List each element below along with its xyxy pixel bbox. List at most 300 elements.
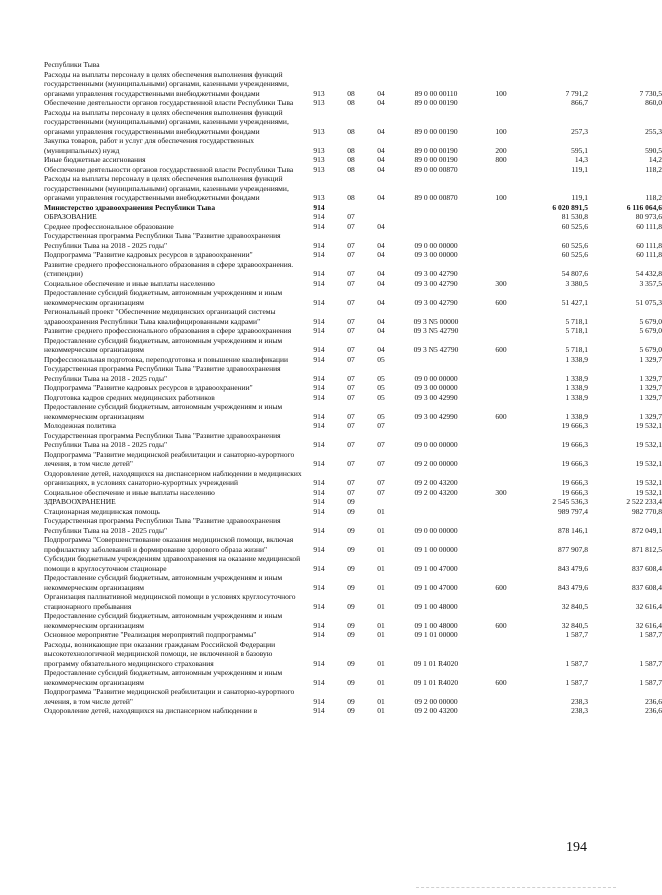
subsection-code: 04	[377, 326, 385, 335]
subsection-code: 01	[377, 506, 385, 516]
section-code: 07	[347, 316, 355, 326]
amount-year-2: 1 329,7	[639, 383, 662, 392]
amount-year-1: 1 338,9	[565, 383, 588, 392]
target-article: 09 1 00 48000	[414, 620, 458, 630]
amount-year-2: 14,2	[648, 155, 662, 164]
amount-year-2: 872 049,1	[632, 525, 662, 535]
expense-type: 600	[495, 411, 507, 421]
table-row	[44, 668, 662, 687]
table-row	[44, 506, 662, 517]
section-code: 08	[347, 145, 355, 155]
section-code: 07	[347, 478, 355, 487]
amount-year-1: 866,7	[571, 98, 588, 107]
target-article: 09 3 00 42790	[414, 297, 458, 307]
section-code: 07	[347, 269, 355, 278]
target-article: 89 0 00 00870	[414, 164, 458, 174]
amount-year-1: 595,1	[571, 145, 588, 155]
amount-year-1: 2 545 536,3	[552, 497, 588, 506]
target-article: 09 2 00 43200	[414, 478, 458, 487]
amount-year-2: 5 679,0	[639, 326, 662, 335]
section-code: 08	[347, 126, 355, 136]
row-name: Подпрограмма "Развитие медицинской реабилитации и санаторно-курортного лечения, в том числе детей"	[44, 687, 295, 706]
table-row	[44, 383, 662, 393]
ministry-code: 914	[313, 383, 325, 392]
row-name: Расходы, возникающие при оказании гражданам Российской Федерации высокотехнологичной медицинской помощи, не включенной в базовую программу обязательного медицинского страхования	[44, 639, 276, 668]
amount-year-1: 32 840,5	[561, 601, 588, 611]
row-name: Предоставление субсидий бюджетным, автономным учреждениям и иным некоммерческим организациям	[44, 573, 283, 592]
target-article: 09 0 00 00000	[414, 440, 458, 449]
row-name: Социальное обеспечение и иные выплаты населению	[44, 487, 215, 497]
row-name: Организация паллиативной медицинской помощи в условиях круглосуточного стационарного пребывания	[44, 592, 296, 611]
amount-year-2: 80 973,6	[635, 212, 662, 221]
ministry-code: 913	[313, 164, 325, 174]
ministry-code: 914	[313, 297, 325, 307]
section-code: 07	[347, 392, 355, 402]
amount-year-2: 871 812,5	[632, 544, 662, 554]
table-row	[44, 155, 662, 165]
ministry-code: 914	[313, 630, 325, 639]
amount-year-2: 590,5	[645, 145, 662, 155]
table-row	[44, 278, 662, 289]
subsection-code: 04	[377, 164, 385, 174]
amount-year-1: 1 338,9	[565, 392, 588, 402]
section-code: 09	[347, 658, 355, 668]
subsection-code: 01	[377, 544, 385, 554]
section-code: 09	[347, 563, 355, 573]
subsection-code: 04	[377, 193, 385, 202]
expense-type: 600	[495, 582, 507, 592]
table-row	[44, 164, 662, 175]
row-name: Предоставление субсидий бюджетным, автономным учреждениям и иным некоммерческим организациям	[44, 611, 283, 630]
amount-year-2: 236,6	[645, 696, 662, 706]
subsection-code: 05	[377, 411, 385, 421]
table-row	[44, 335, 662, 355]
section-code: 08	[347, 155, 355, 164]
ministry-code: 914	[313, 620, 325, 630]
amount-year-1: 81 530,8	[561, 212, 588, 221]
table-row	[44, 554, 662, 573]
subsection-code: 01	[377, 677, 385, 687]
amount-year-2: 837 608,4	[632, 582, 662, 592]
table-row	[44, 497, 662, 507]
section-code: 07	[347, 250, 355, 259]
row-name: Развитие среднего профессионального образования в сфере здравоохранения. (стипендии)	[44, 259, 294, 278]
amount-year-1: 19 666,3	[561, 440, 588, 449]
subsection-code: 04	[377, 221, 385, 231]
amount-year-2: 6 116 064,6	[626, 202, 662, 212]
amount-year-1: 60 525,6	[561, 250, 588, 259]
amount-year-2: 51 075,3	[635, 297, 662, 307]
amount-year-1: 32 840,5	[561, 620, 588, 630]
amount-year-2: 236,6	[645, 706, 662, 715]
amount-year-1: 843 479,6	[558, 563, 588, 573]
row-name: Стационарная медицинская помощь	[44, 506, 160, 516]
subsection-code: 04	[377, 278, 385, 288]
amount-year-1: 5 718,1	[565, 316, 588, 326]
ministry-code: 914	[313, 373, 325, 383]
row-name: Государственная программа Республики Тыва "Развитие здравоохранения Республики Тыва на 2018 - 2025 годы"	[44, 516, 281, 535]
amount-year-1: 60 525,6	[561, 221, 588, 231]
target-article: 09 1 01 00000	[414, 630, 458, 639]
target-article: 09 3 00 00000	[414, 383, 458, 392]
row-name: Региональный проект "Обеспечение медицинских организаций системы здравоохранения Республики Тыва квалифицированными кадрами"	[44, 307, 276, 326]
table-row	[44, 354, 662, 365]
ministry-code: 914	[313, 497, 325, 506]
amount-year-1: 1 338,9	[565, 354, 588, 364]
amount-year-2: 60 111,8	[636, 250, 662, 259]
table-row	[44, 221, 662, 232]
amount-year-2: 2 522 233,4	[626, 497, 662, 506]
target-article: 09 0 00 00000	[414, 525, 458, 535]
ministry-code: 914	[313, 269, 325, 278]
amount-year-1: 119,1	[571, 164, 588, 174]
section-code: 07	[347, 221, 355, 231]
table-row	[44, 212, 662, 222]
target-article: 89 0 00 00110	[414, 88, 458, 98]
subsection-code: 01	[377, 658, 385, 668]
ministry-code: 914	[313, 601, 325, 611]
subsection-code: 07	[377, 478, 385, 487]
row-name: Профессиональная подготовка, переподготовка и повышение квалификации	[44, 354, 289, 364]
target-article: 09 3 00 42990	[414, 392, 458, 402]
row-name: Оздоровление детей, находящихся на диспансерном наблюдении в	[44, 706, 258, 715]
section-code: 07	[347, 240, 355, 250]
table-row	[44, 468, 662, 488]
amount-year-2: 3 357,5	[639, 278, 662, 288]
row-name: Оздоровление детей, находящихся на диспансерном наблюдении в медицинских организациях, в условиях санаторно-курортных учреждений	[44, 468, 302, 487]
target-article: 89 0 00 00190	[414, 98, 458, 107]
amount-year-2: 1 587,7	[639, 630, 662, 639]
amount-year-2: 118,2	[645, 193, 662, 202]
target-article: 89 0 00 00190	[414, 145, 458, 155]
target-article: 09 1 00 47000	[414, 582, 458, 592]
subsection-code: 01	[377, 525, 385, 535]
amount-year-2: 7 730,5	[639, 88, 662, 98]
ministry-code: 913	[313, 145, 325, 155]
ministry-code: 914	[313, 240, 325, 250]
subsection-code: 01	[377, 582, 385, 592]
target-article: 09 2 00 00000	[414, 459, 458, 468]
subsection-code: 05	[377, 373, 385, 383]
section-code: 07	[347, 487, 355, 497]
subsection-code: 05	[377, 392, 385, 402]
amount-year-2: 60 111,8	[636, 240, 662, 250]
table-row	[44, 288, 662, 307]
ministry-code: 914	[313, 221, 325, 231]
row-name: ЗДРАВООХРАНЕНИЕ	[44, 497, 116, 506]
amount-year-2: 1 329,7	[639, 373, 662, 383]
target-article: 09 3 00 42790	[414, 278, 458, 288]
ministry-code: 914	[313, 326, 325, 335]
ministry-code: 914	[313, 278, 325, 288]
target-article: 09 2 00 43200	[414, 487, 458, 497]
ministry-code: 914	[313, 582, 325, 592]
row-name: Государственная программа Республики Тыва "Развитие здравоохранения Республики Тыва на 2018 - 2025 годы"	[44, 231, 281, 250]
table-row	[44, 60, 604, 70]
row-name: Обеспечение деятельности органов государственной власти Республики Тыва	[44, 164, 294, 174]
footer-divider	[416, 887, 616, 888]
amount-year-1: 6 020 891,5	[552, 202, 588, 212]
amount-year-2: 255,3	[645, 126, 662, 136]
subsection-code: 07	[377, 487, 385, 497]
target-article: 09 0 00 00000	[414, 240, 458, 250]
row-name: Социальное обеспечение и иные выплаты населению	[44, 278, 215, 288]
target-article: 09 3 00 42990	[414, 411, 458, 421]
amount-year-1: 19 666,3	[561, 478, 588, 487]
ministry-code: 914	[313, 478, 325, 487]
subsection-code: 04	[377, 126, 385, 136]
section-code: 07	[347, 383, 355, 392]
section-code: 07	[347, 326, 355, 335]
table-row	[44, 174, 662, 203]
subsection-code: 05	[377, 383, 385, 392]
section-code: 09	[347, 696, 355, 706]
amount-year-1: 19 666,3	[561, 459, 588, 468]
expense-type: 100	[495, 88, 507, 98]
row-name: Подпрограмма "Развитие медицинской реабилитации и санаторно-курортного лечения, в том числе детей"	[44, 449, 295, 468]
section-code: 09	[347, 582, 355, 592]
ministry-code: 913	[313, 193, 325, 202]
amount-year-2: 19 532,1	[635, 478, 662, 487]
ministry-code: 914	[313, 658, 325, 668]
table-row	[44, 706, 662, 716]
row-name: Среднее профессиональное образование	[44, 221, 174, 231]
section-code: 09	[347, 620, 355, 630]
row-name: Субсидии бюджетным учреждениям здравоохранения на оказание медицинской помощи в круглосуточном стационаре	[44, 554, 301, 573]
amount-year-1: 843 479,6	[558, 582, 588, 592]
table-row	[44, 592, 662, 611]
subsection-code: 01	[377, 696, 385, 706]
amount-year-2: 19 532,1	[635, 440, 662, 449]
amount-year-1: 19 666,3	[561, 487, 588, 497]
table-row	[44, 326, 662, 336]
table-row	[44, 98, 662, 108]
target-article: 09 3 N5 42790	[413, 326, 459, 335]
amount-year-2: 1 329,7	[639, 354, 662, 364]
subsection-code: 04	[377, 269, 385, 278]
amount-year-2: 19 532,1	[635, 459, 662, 468]
row-name: Основное мероприятие "Реализация мероприятий подпрограммы"	[44, 630, 257, 639]
amount-year-1: 1 338,9	[565, 411, 588, 421]
row-name: Республики Тыва	[44, 60, 100, 69]
amount-year-1: 877 907,8	[558, 544, 588, 554]
expense-type: 600	[495, 620, 507, 630]
subsection-code: 04	[377, 98, 385, 107]
section-code: 07	[347, 354, 355, 364]
ministry-code: 914	[313, 487, 325, 497]
subsection-code: 04	[377, 240, 385, 250]
target-article: 09 2 00 43200	[414, 706, 458, 715]
target-article: 09 3 00 00000	[414, 250, 458, 259]
amount-year-2: 860,0	[645, 98, 662, 107]
section-code: 08	[347, 88, 355, 98]
amount-year-1: 1 587,7	[565, 630, 588, 639]
table-row	[44, 611, 662, 630]
subsection-code: 07	[377, 421, 385, 430]
table-row	[44, 69, 662, 99]
amount-year-1: 54 807,6	[561, 269, 588, 278]
row-name: Закупка товаров, работ и услуг для обеспечения государственных (муниципальных) нужд	[44, 136, 255, 155]
target-article: 09 2 00 00000	[414, 696, 458, 706]
section-code: 09	[347, 525, 355, 535]
amount-year-1: 5 718,1	[565, 345, 588, 354]
ministry-code: 914	[313, 202, 325, 212]
table-row	[44, 639, 662, 669]
ministry-code: 913	[313, 126, 325, 136]
ministry-code: 914	[313, 544, 325, 554]
table-row	[44, 630, 662, 640]
amount-year-2: 5 679,0	[639, 316, 662, 326]
ministry-code: 914	[313, 706, 325, 715]
table-row	[44, 421, 662, 431]
amount-year-2: 837 608,4	[632, 563, 662, 573]
expense-type: 600	[495, 677, 507, 687]
table-row	[44, 231, 662, 250]
subsection-code: 07	[377, 459, 385, 468]
target-article: 09 1 00 00000	[414, 544, 458, 554]
subsection-code: 04	[377, 145, 385, 155]
amount-year-2: 982 770,8	[632, 506, 662, 516]
section-code: 07	[347, 345, 355, 354]
expense-type: 800	[495, 155, 507, 164]
ministry-code: 914	[313, 440, 325, 449]
section-code: 07	[347, 212, 355, 221]
amount-year-1: 3 380,5	[565, 278, 588, 288]
amount-year-2: 1 587,7	[639, 677, 662, 687]
expense-type: 300	[495, 278, 507, 288]
table-row	[44, 259, 662, 279]
expense-type: 100	[495, 126, 507, 136]
subsection-code: 01	[377, 620, 385, 630]
subsection-code: 01	[377, 601, 385, 611]
target-article: 09 1 00 48000	[414, 601, 458, 611]
row-name: Расходы на выплаты персоналу в целях обеспечения выполнения функций государственными (муниципальными) органами, казенными учреждениями, органами управления государственными внебюджетными фондами	[44, 174, 289, 202]
section-code: 07	[347, 411, 355, 421]
row-name: Молодежная политика	[44, 421, 116, 430]
row-name: Обеспечение деятельности органов государственной власти Республики Тыва	[44, 98, 294, 107]
section-code: 07	[347, 440, 355, 449]
target-article: 09 1 01 R4020	[413, 658, 459, 668]
table-row	[44, 487, 662, 498]
target-article: 89 0 00 00190	[414, 155, 458, 164]
table-row	[44, 516, 662, 535]
subsection-code: 04	[377, 250, 385, 259]
row-name: Расходы на выплаты персоналу в целях обеспечения выполнения функций государственными (муниципальными) органами, казенными учреждениями, органами управления государственными внебюджетными фондами	[44, 69, 289, 98]
table-row	[44, 449, 662, 469]
subsection-code: 04	[377, 297, 385, 307]
amount-year-2: 54 432,8	[635, 269, 662, 278]
ministry-code: 914	[313, 316, 325, 326]
page-number: 194	[566, 840, 587, 855]
amount-year-1: 1 587,7	[565, 677, 588, 687]
row-name: Подготовка кадров средних медицинских работников	[44, 392, 215, 402]
row-name: Министерство здравоохранения Республики Тыва	[44, 202, 216, 212]
ministry-code: 914	[313, 354, 325, 364]
table-row	[44, 430, 662, 450]
amount-year-1: 1 338,9	[565, 373, 588, 383]
row-name: Государственная программа Республики Тыва "Развитие здравоохранения Республики Тыва на 2018 - 2025 годы"	[44, 430, 281, 449]
ministry-code: 914	[313, 563, 325, 573]
amount-year-2: 19 532,1	[635, 487, 662, 497]
amount-year-1: 878 146,1	[558, 525, 588, 535]
ministry-code: 914	[313, 506, 325, 516]
target-article: 09 1 01 R4020	[413, 677, 459, 687]
target-article: 09 3 N5 42790	[413, 345, 459, 354]
row-name: Расходы на выплаты персоналу в целях обеспечения выполнения функций государственными (муниципальными) органами, казенными учреждениями, органами управления государственными внебюджетными фондами	[44, 107, 289, 136]
row-name: Подпрограмма "Развитие кадровых ресурсов в здравоохранении"	[44, 383, 253, 392]
section-code: 07	[347, 373, 355, 383]
target-article: 09 1 00 47000	[414, 563, 458, 573]
subsection-code: 04	[377, 155, 385, 164]
section-code: 09	[347, 497, 355, 506]
row-name: Предоставление субсидий бюджетным, автономным учреждениям и иным некоммерческим организациям	[44, 402, 283, 421]
row-name: Подпрограмма "Развитие кадровых ресурсов в здравоохранении"	[44, 250, 253, 259]
ministry-code: 914	[313, 411, 325, 421]
amount-year-1: 14,3	[574, 155, 588, 164]
table-row	[44, 535, 662, 554]
section-code: 09	[347, 630, 355, 639]
row-name: Иные бюджетные ассигнования	[44, 155, 146, 164]
table-row	[44, 402, 662, 421]
amount-year-1: 238,3	[571, 696, 588, 706]
subsection-code: 04	[377, 345, 385, 354]
amount-year-2: 5 679,0	[639, 345, 662, 354]
expense-type: 200	[495, 145, 507, 155]
expense-type: 600	[495, 345, 507, 354]
section-code: 09	[347, 677, 355, 687]
ministry-code: 914	[313, 459, 325, 468]
section-code: 09	[347, 601, 355, 611]
section-code: 07	[347, 278, 355, 288]
ministry-code: 914	[313, 696, 325, 706]
section-code: 07	[347, 421, 355, 430]
row-name: Предоставление субсидий бюджетным, автономным учреждениям и иным некоммерческим организациям	[44, 335, 283, 354]
section-code: 07	[347, 459, 355, 468]
table-row	[44, 573, 662, 592]
subsection-code: 04	[377, 88, 385, 98]
ministry-code: 914	[313, 250, 325, 259]
section-code: 09	[347, 506, 355, 516]
target-article: 89 0 00 00870	[414, 193, 458, 202]
table-row	[44, 392, 662, 403]
subsection-code: 01	[377, 706, 385, 715]
section-code: 08	[347, 98, 355, 107]
section-code: 08	[347, 193, 355, 202]
row-name: Развитие среднего профессионального образования в сфере здравоохранения	[44, 326, 292, 335]
target-article: 09 3 N5 00000	[413, 316, 459, 326]
table-row	[44, 250, 662, 260]
expense-type: 300	[495, 487, 507, 497]
amount-year-1: 51 427,1	[561, 297, 588, 307]
row-name: Предоставление субсидий бюджетным, автономным учреждениям и иным некоммерческим организациям	[44, 668, 283, 687]
subsection-code: 04	[377, 316, 385, 326]
table-row	[44, 107, 662, 137]
ministry-code: 913	[313, 98, 325, 107]
ministry-code: 913	[313, 88, 325, 98]
amount-year-1: 7 791,2	[565, 88, 588, 98]
amount-year-2: 32 616,4	[635, 601, 662, 611]
ministry-code: 914	[313, 421, 325, 430]
subsection-code: 01	[377, 563, 385, 573]
table-row	[44, 687, 662, 706]
subsection-code: 05	[377, 354, 385, 364]
amount-year-2: 19 532,1	[635, 421, 662, 430]
amount-year-1: 119,1	[571, 193, 588, 202]
amount-year-1: 257,3	[571, 126, 588, 136]
expense-type: 100	[495, 193, 507, 202]
subsection-code: 01	[377, 630, 385, 639]
amount-year-2: 1 329,7	[639, 411, 662, 421]
